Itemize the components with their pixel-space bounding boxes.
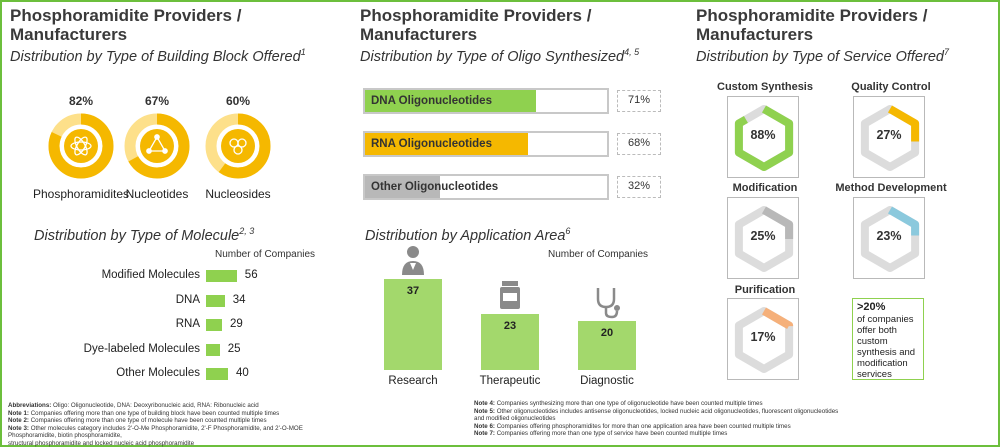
molecule-value: 40: [236, 367, 249, 379]
footnote-1: Note 1: Companies offering more than one type of building block have been counted multiple times: [8, 409, 280, 417]
service-title: Custom Synthesis: [717, 81, 813, 93]
application-chart-title: Distribution by Application Area$^6$: [365, 226, 571, 244]
panel-building-blocks: [10, 6, 306, 66]
panel3-title-line2: Manufacturers: [696, 25, 814, 44]
panel2-footnotes: [474, 400, 894, 438]
stethoscope-icon: [592, 285, 622, 319]
molecule-bar: [206, 295, 225, 307]
footnote-5-cont: and modified oligonucleotides: [474, 415, 556, 423]
oligo-label: Other Oligonucleotides: [371, 181, 499, 193]
oligo-percent: 68%: [617, 133, 661, 155]
application-value: 37: [406, 285, 420, 298]
donut-ring: [117, 108, 197, 180]
oligo-row: [363, 88, 609, 114]
service-box: [853, 96, 925, 178]
molecule-label: RNA: [175, 318, 200, 330]
callout-percent: >20%: [857, 301, 886, 313]
panel1-title-line2: Manufacturers: [10, 25, 128, 44]
molecule-value: 25: [227, 342, 241, 355]
application-label: Therapeutic: [479, 375, 541, 387]
molecule-bar: [206, 344, 220, 356]
building-block-label: Nucleotides: [125, 187, 189, 201]
building-block-pct: 82%: [68, 94, 94, 108]
molecule-value: 56: [244, 269, 258, 281]
service-percent: 88%: [750, 128, 776, 142]
oligo-row: [363, 174, 609, 200]
footnote-3: Note 3: Other molecules category includes 2'-O-Me Phosphoramidite, 2'-F Phosphoramidite, and 2'-O-MOE Phosphoramidite, biotin phosphoramidite,: [8, 424, 303, 440]
service-box: [853, 197, 925, 279]
building-block-label: Nucleosides: [205, 187, 271, 201]
panel3-title-line1: Phosphoramidite Providers /: [696, 6, 928, 25]
footnote-abbrev: Abbreviations: Oligo: Oligonucleotide, DNA: Deoxyribonucleic acid, RNA: Ribonucleic acid: [8, 402, 259, 409]
footnote-5: Note 5: Other oligonucleotides includes antisense oligonucleotides, locked nucleic acid oligonucleotides, fluorescent oligonucleotides: [474, 407, 839, 415]
callout-text: of companies offer both custom synthesis and modification services: [857, 314, 916, 380]
atom-icon: [64, 129, 98, 163]
service-title: Quality Control: [851, 81, 931, 93]
molecule-label: Other Molecules: [116, 367, 200, 379]
application-value: 20: [600, 327, 614, 339]
building-block-0: [32, 94, 130, 201]
application-axis-label: Number of Companies: [548, 249, 649, 260]
oligo-row: [363, 131, 609, 157]
molecule-value: 34: [232, 293, 246, 306]
application-value: 23: [503, 319, 517, 332]
service-title: Method Development: [835, 182, 947, 194]
molecule-axis-label: Number of Companies: [215, 249, 316, 260]
oligo-label: RNA Oligonucleotides: [371, 138, 492, 150]
panel1-title-line1: Phosphoramidite Providers /: [10, 6, 242, 25]
molecule-value: 29: [229, 318, 243, 330]
service-title: Purification: [734, 284, 796, 296]
oligo-percent: 71%: [617, 90, 661, 112]
panel3-subtitle: Distribution by Type of Service Offered$^7$: [696, 47, 949, 65]
molecule-label: Modified Molecules: [101, 269, 200, 281]
molecule-bar: [206, 319, 222, 331]
molecule-bar: [206, 270, 237, 282]
oligo-percent: 32%: [617, 176, 661, 198]
researcher-icon: [398, 243, 428, 277]
service-callout: [852, 298, 924, 380]
molecule-icon: [140, 129, 174, 163]
footnote-6: Note 6: Companies offering phosphoramidites for more than one application area have been counted multiple times: [474, 422, 791, 430]
service-title: Modification: [732, 182, 798, 194]
building-block-label: Phosphoramidites: [32, 187, 130, 201]
oligo-label: DNA Oligonucleotides: [371, 95, 492, 107]
footnote-4: Note 4: Companies synthesizing more than one type of oligonucleotide have been counted multiple times: [474, 400, 763, 407]
molecule-label: DNA: [175, 293, 200, 306]
molecule-label: Dye-labeled Molecules: [83, 342, 200, 355]
application-label: Diagnostic: [580, 375, 634, 387]
service-box: [727, 298, 799, 380]
panel1-subtitle: Distribution by Type of Building Block Offered$^1$: [10, 47, 306, 65]
pill-bottle-icon: [495, 278, 525, 312]
panel2-title-line2: Manufacturers: [360, 25, 478, 44]
service-percent: 25%: [750, 229, 776, 243]
molecule-bar: [206, 368, 228, 380]
building-block-pct: 60%: [225, 94, 251, 108]
building-block-pct: 67%: [144, 94, 170, 108]
panel-oligos: [360, 6, 639, 66]
application-label: Research: [388, 375, 438, 387]
panel2-subtitle: Distribution by Type of Oligo Synthesized$^{4, 5}$: [360, 47, 640, 65]
building-block-2: [198, 94, 278, 201]
panel2-title-line1: Phosphoramidite Providers /: [360, 6, 592, 25]
donut-ring: [41, 108, 121, 180]
service-percent: 23%: [876, 229, 902, 243]
service-percent: 17%: [750, 330, 776, 344]
footnote-3-cont: structural phosphoramidite and locked nucleic acid phosphoramidite: [8, 439, 195, 447]
footnote-7: Note 7: Companies offering more than one type of service have been counted multiple times: [474, 430, 728, 438]
service-percent: 27%: [876, 128, 902, 142]
service-box: [727, 197, 799, 279]
footnote-2: Note 2: Companies offering more than one type of molecule have been counted multiple times: [8, 417, 267, 425]
donut-ring: [198, 108, 278, 180]
panel-services: [696, 6, 949, 66]
building-block-1: [117, 94, 197, 201]
panel1-footnotes: [8, 402, 338, 447]
molecule-chart-title: Distribution by Type of Molecule$^{2, 3}$: [34, 226, 255, 244]
service-box: [727, 96, 799, 178]
